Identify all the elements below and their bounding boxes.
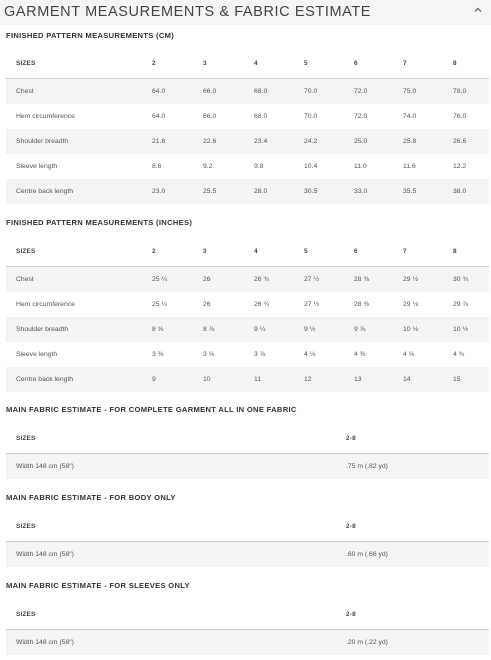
sizes-header: SIZES <box>16 435 36 442</box>
measurement-value: 11 <box>254 376 262 383</box>
measurement-value: 25.5 <box>203 188 217 195</box>
size-header: 7 <box>403 248 407 255</box>
measurement-value: 4 ⅜ <box>354 351 366 358</box>
size-header: 5 <box>304 60 308 67</box>
measurement-value: 72.0 <box>354 88 368 95</box>
measurement-value: 26 <box>203 276 211 283</box>
measurement-value: 27 ½ <box>304 276 320 283</box>
measurement-value: 13 <box>354 376 362 383</box>
fabric-width-label: Width 148 cm (58") <box>16 639 74 646</box>
measurement-value: 68.0 <box>254 88 268 95</box>
table-row <box>6 630 489 655</box>
measurement-value: 10 <box>203 376 211 383</box>
measurement-value: 3 ⅞ <box>254 351 266 358</box>
measurement-value: 27 ½ <box>304 301 320 308</box>
size-range-header: 2-8 <box>346 435 356 442</box>
measurement-label: Chest <box>16 276 34 283</box>
table-row <box>6 129 489 154</box>
measurement-value: 26 ¾ <box>254 276 270 283</box>
measurement-value: 4 ⅛ <box>304 351 316 358</box>
table-row <box>6 454 489 479</box>
measurement-value: 9 ⅞ <box>354 326 366 333</box>
measurement-value: 22.6 <box>203 138 217 145</box>
fabric-amount-value: .20 m (.22 yd) <box>346 639 388 646</box>
table-row <box>6 317 489 342</box>
measurement-value: 68.0 <box>254 113 268 120</box>
accordion-header[interactable] <box>0 0 491 25</box>
size-header: 6 <box>354 248 358 255</box>
measurement-value: 11.0 <box>354 163 367 170</box>
measurement-value: 11.6 <box>403 163 416 170</box>
measurement-value: 26.6 <box>453 138 467 145</box>
table-row <box>6 367 489 392</box>
measurement-value: 35.5 <box>403 188 417 195</box>
measurement-value: 12 <box>304 376 312 383</box>
size-header: 8 <box>453 248 457 255</box>
table-header-row <box>6 49 489 79</box>
measurement-value: 25.8 <box>403 138 417 145</box>
chevron-up-icon[interactable] <box>474 6 482 14</box>
measurement-value: 9.8 <box>254 163 264 170</box>
measurement-value: 64.0 <box>152 113 166 120</box>
page-title: GARMENT MEASUREMENTS & FABRIC ESTIMATE <box>4 4 372 20</box>
measurement-value: 9 ¼ <box>254 326 266 333</box>
measurement-value: 66.0 <box>203 88 217 95</box>
table-row <box>6 154 489 179</box>
measurement-value: 3 ⅜ <box>152 351 164 358</box>
section-title-fabric: MAIN FABRIC ESTIMATE - FOR COMPLETE GARMENT ALL IN ONE FABRIC <box>6 405 297 414</box>
table-row <box>6 292 489 317</box>
measurement-label: Sleeve length <box>16 163 58 170</box>
table-header-row <box>6 423 489 454</box>
measurement-value: 4 ¾ <box>453 351 465 358</box>
measurement-label: Hem circumference <box>16 301 75 308</box>
measurement-value: 72.0 <box>354 113 368 120</box>
measurement-value: 70.0 <box>304 113 318 120</box>
size-header: 4 <box>254 60 258 67</box>
section-title-fabric: MAIN FABRIC ESTIMATE - FOR BODY ONLY <box>6 493 176 502</box>
fabric-amount-value: .60 m (.66 yd) <box>346 551 388 558</box>
measurement-label: Centre back length <box>16 188 74 195</box>
measurement-value: 30.5 <box>304 188 318 195</box>
size-header: 4 <box>254 248 258 255</box>
table-header-row <box>6 599 489 630</box>
measurement-value: 9.2 <box>203 163 213 170</box>
measurement-value: 10 ½ <box>453 326 469 333</box>
measurement-label: Centre back length <box>16 376 74 383</box>
measurement-value: 9 <box>152 376 156 383</box>
measurement-value: 25 ¼ <box>152 276 168 283</box>
size-header: 7 <box>403 60 407 67</box>
measurement-value: 10 ⅛ <box>403 326 419 333</box>
measurement-value: 28.0 <box>254 188 268 195</box>
table-row <box>6 79 489 104</box>
measurement-value: 12.2 <box>453 163 467 170</box>
measurement-value: 29 ⅛ <box>403 301 419 308</box>
measurement-value: 8.6 <box>152 163 162 170</box>
size-header: 3 <box>203 60 207 67</box>
sizes-header: SIZES <box>16 60 36 67</box>
size-header: 3 <box>203 248 207 255</box>
measurement-value: 75.0 <box>403 88 417 95</box>
size-header: 2 <box>152 248 156 255</box>
size-header: 2 <box>152 60 156 67</box>
table-row <box>6 104 489 129</box>
measurement-value: 74.0 <box>403 113 417 120</box>
measurement-value: 29 ⅞ <box>453 301 469 308</box>
measurement-label: Hem circumference <box>16 113 75 120</box>
fabric-width-label: Width 148 cm (58") <box>16 463 74 470</box>
measurement-value: 4 ⅝ <box>403 351 415 358</box>
size-header: 6 <box>354 60 358 67</box>
measurement-value: 66.0 <box>203 113 217 120</box>
section-title-fabric: MAIN FABRIC ESTIMATE - FOR SLEEVES ONLY <box>6 581 190 590</box>
measurement-value: 14 <box>403 376 411 383</box>
measurement-value: 64.0 <box>152 88 166 95</box>
measurement-value: 15 <box>453 376 461 383</box>
measurement-value: 10.4 <box>304 163 318 170</box>
size-range-header: 2-8 <box>346 523 356 530</box>
measurement-value: 26 <box>203 301 211 308</box>
sizes-header: SIZES <box>16 523 36 530</box>
table-row <box>6 267 489 292</box>
measurement-value: 8 ⅞ <box>203 326 215 333</box>
measurement-value: 9 ½ <box>304 326 316 333</box>
section-title-inches: FINISHED PATTERN MEASUREMENTS (INCHES) <box>6 218 193 227</box>
measurement-value: 23.4 <box>254 138 268 145</box>
measurement-value: 25 ¼ <box>152 301 168 308</box>
measurement-value: 24.2 <box>304 138 318 145</box>
measurement-value: 76.0 <box>453 113 467 120</box>
measurement-value: 70.0 <box>304 88 318 95</box>
table-row <box>6 342 489 367</box>
measurement-value: 23.0 <box>152 188 166 195</box>
measurement-value: 28 ⅜ <box>354 301 370 308</box>
measurement-value: 38.0 <box>453 188 467 195</box>
measurement-value: 8 ⅝ <box>152 326 164 333</box>
measurement-value: 33.0 <box>354 188 368 195</box>
fabric-amount-value: .75 m (.82 yd) <box>346 463 388 470</box>
measurement-label: Sleeve length <box>16 351 58 358</box>
measurement-value: 28 ⅜ <box>354 276 370 283</box>
measurement-label: Chest <box>16 88 34 95</box>
measurement-value: 26 ¾ <box>254 301 270 308</box>
measurement-value: 25.0 <box>354 138 368 145</box>
sizes-header: SIZES <box>16 611 36 618</box>
section-title-cm: FINISHED PATTERN MEASUREMENTS (CM) <box>6 31 175 40</box>
table-header-row <box>6 237 489 267</box>
sizes-header: SIZES <box>16 248 36 255</box>
table-row <box>6 542 489 567</box>
size-header: 5 <box>304 248 308 255</box>
measurement-value: 3 ⅝ <box>203 351 215 358</box>
measurement-value: 30 ¾ <box>453 276 469 283</box>
size-header: 8 <box>453 60 457 67</box>
size-range-header: 2-8 <box>346 611 356 618</box>
fabric-width-label: Width 148 cm (58") <box>16 551 74 558</box>
measurement-value: 78.0 <box>453 88 467 95</box>
table-header-row <box>6 511 489 542</box>
table-row <box>6 179 489 204</box>
measurement-label: Shoulder breadth <box>16 326 69 333</box>
measurement-value: 21.8 <box>152 138 166 145</box>
measurement-value: 29 ½ <box>403 276 419 283</box>
measurement-label: Shoulder breadth <box>16 138 69 145</box>
